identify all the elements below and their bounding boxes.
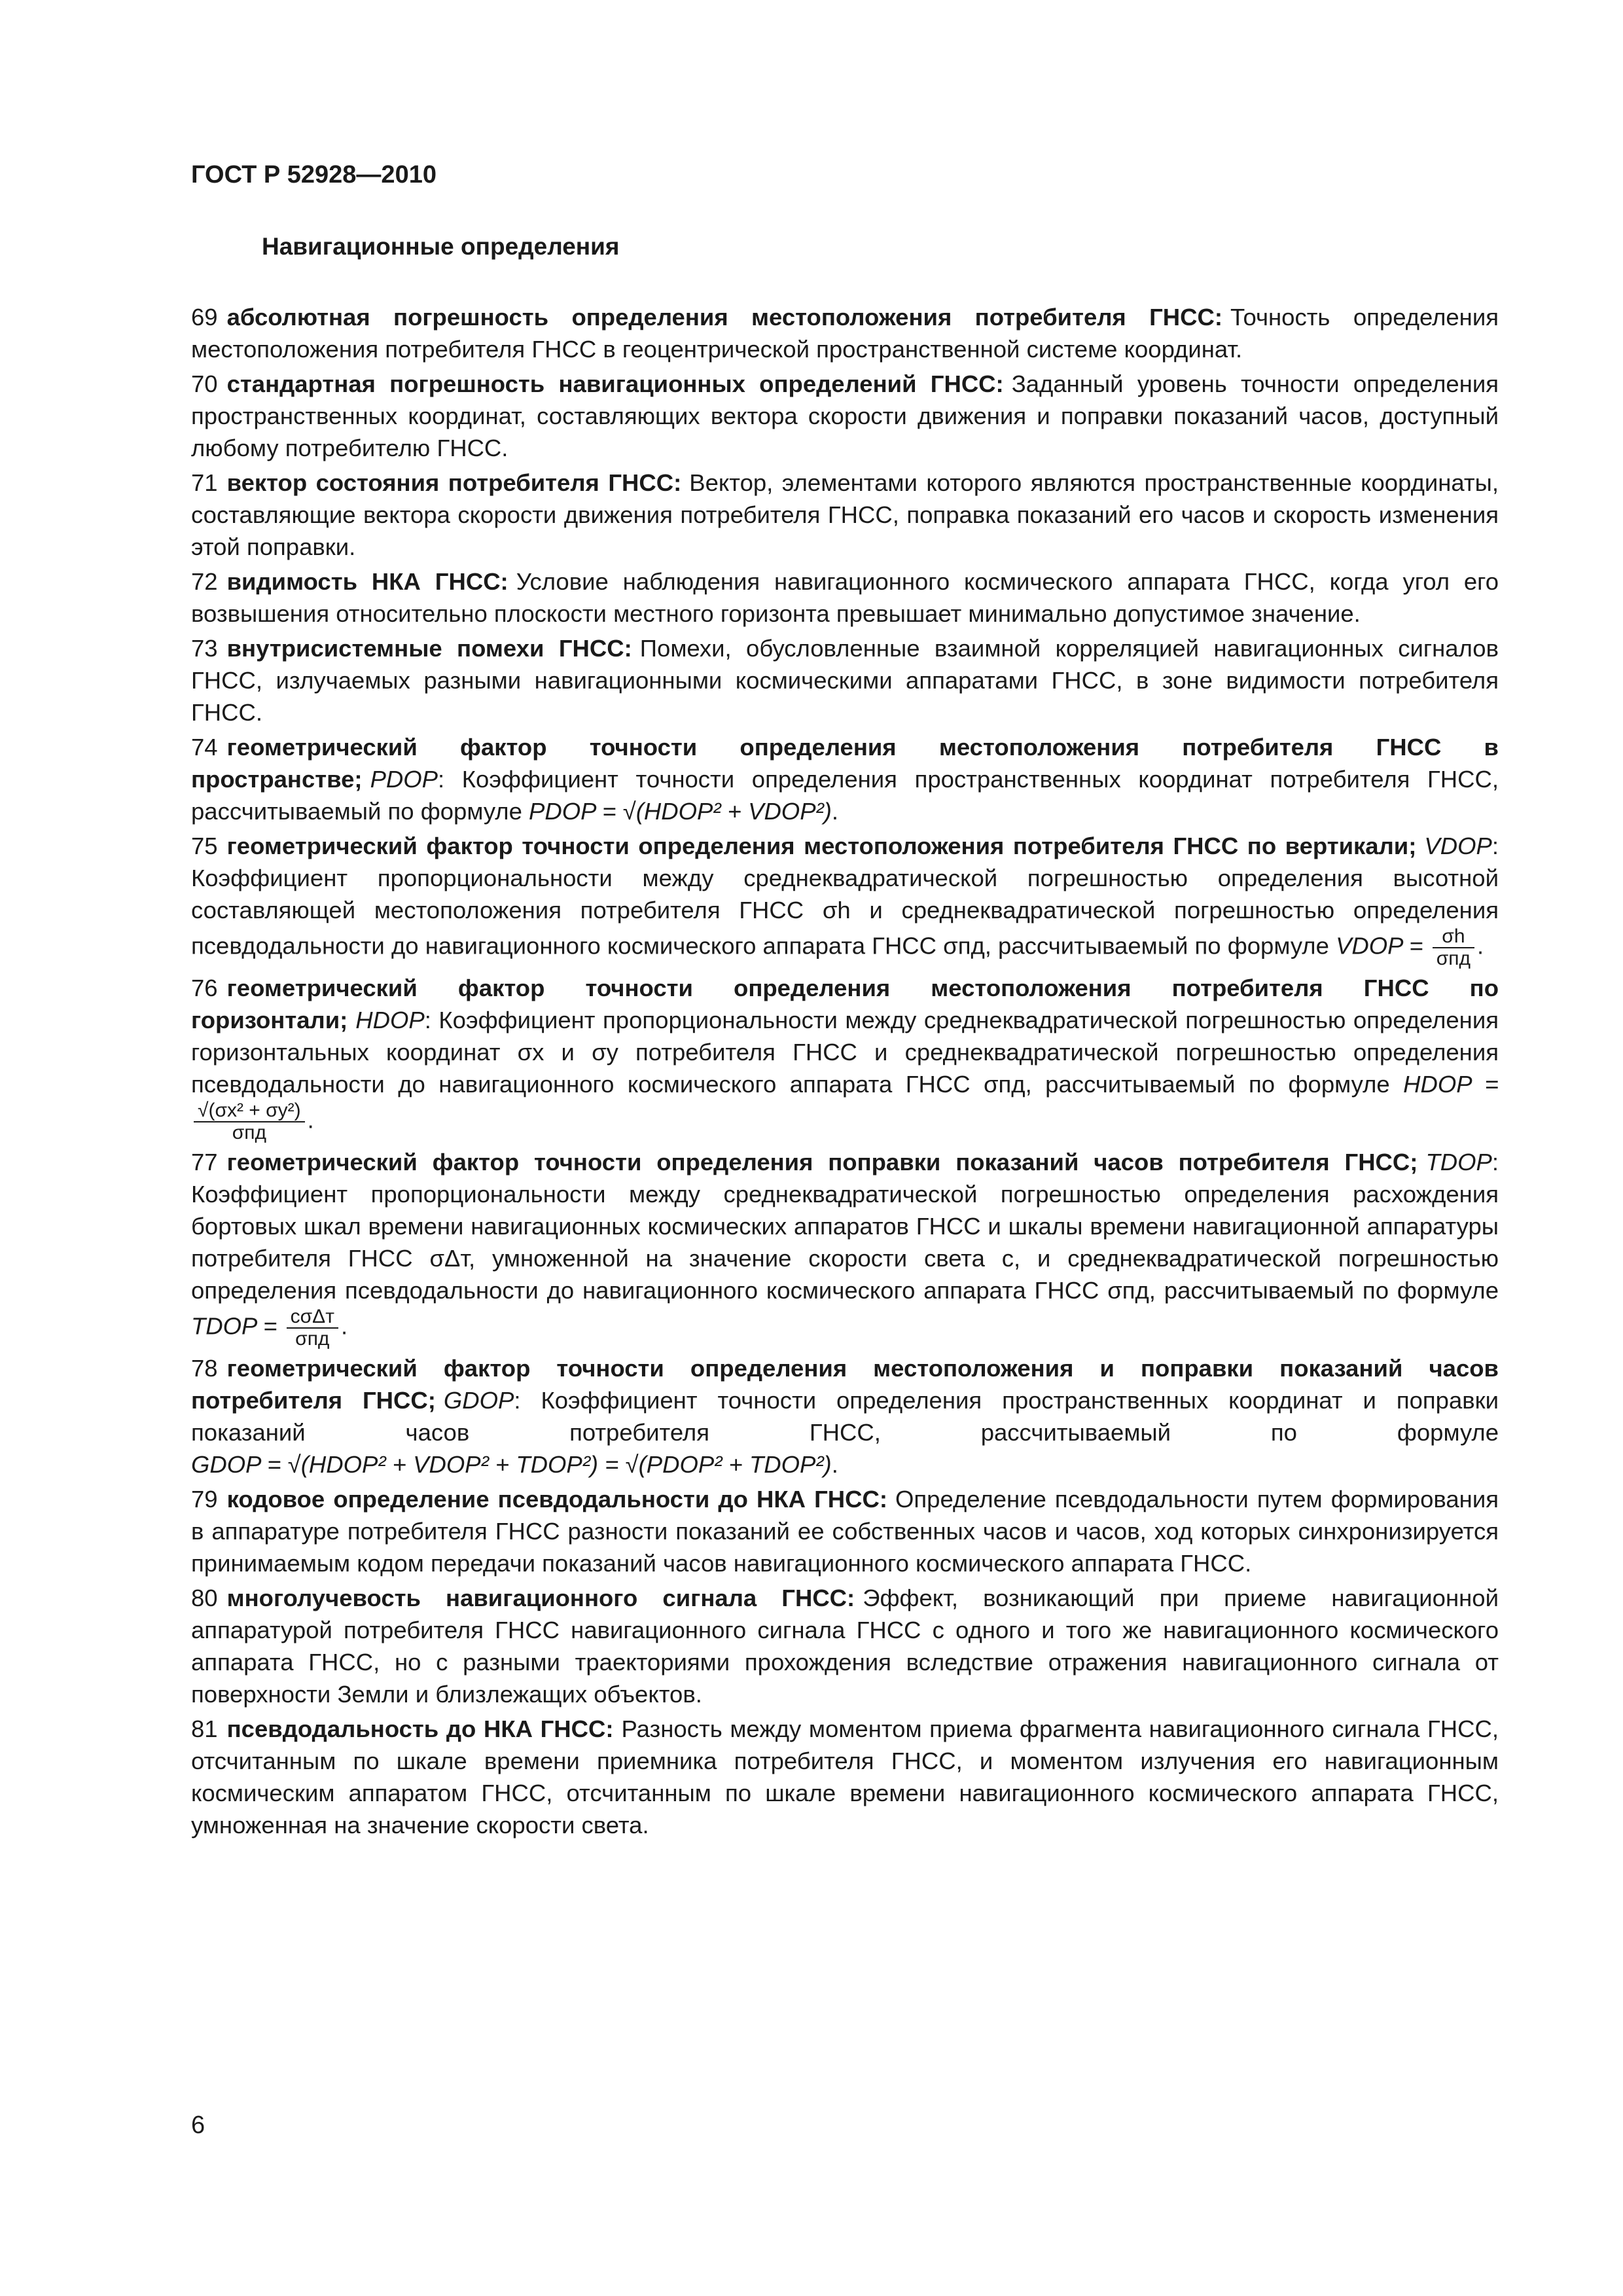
term-name: видимость НКА ГНСС: <box>226 568 508 595</box>
fraction-numerator: cσΔт <box>287 1306 338 1329</box>
term-entry: 78 геометрический фактор точности определения местоположения и поправки показаний часов потребителя ГНСС; GDOP: Коэффициент точности определения пространственных координат и поправки показаний часов потребителя ГНСС, рассчитываемый по формуле GDOP = √(HDOP² + VDOP² + TDOP²) = √(PDOP² + TDOP²). <box>191 1355 1499 1478</box>
term-name: внутрисистемные помехи ГНСС: <box>226 635 632 662</box>
term-entry <box>191 632 1499 728</box>
term-number: 79 <box>191 1486 218 1513</box>
fraction-denominator: σпд <box>295 1328 330 1350</box>
document-code: ГОСТ Р 52928—2010 <box>191 161 437 188</box>
fraction-denominator: σпд <box>232 1122 266 1143</box>
term-number: 71 <box>191 469 218 496</box>
term-entry <box>191 1582 1499 1710</box>
term-entry: 76 геометрический фактор точности определения местоположения потребителя ГНСС по горизонтали; HDOP: Коэффициент пропорциональности между среднеквадратической погрешностью определения горизонтальных координат σx и σy потребителя ГНСС и среднеквадратической погрешностью определения псевдодальности до навигационного космического аппарата ГНСС σпд, рассчитываемый по формуле HDOP = $\frac{\text{√(σx² + σy²)}}{\text{σпд}}$ . <box>191 975 1499 1143</box>
term-entry <box>191 1713 1499 1841</box>
term-number: 81 <box>191 1715 218 1742</box>
term-definition: Помехи, обусловленные взаимной корреляцией навигационных сигналов ГНСС, излучаемых разными навигационными космическими аппаратами ГНСС, в зоне видимости потребителя ГНСС. <box>191 635 1499 726</box>
term-number: 69 <box>191 304 218 331</box>
term-name: абсолютная погрешность определения местоположения потребителя ГНСС: <box>226 304 1223 331</box>
term-number: 80 <box>191 1585 218 1611</box>
term-number: 73 <box>191 635 218 662</box>
fraction-denominator: σпд <box>1436 948 1471 969</box>
term-abbreviation: GDOP <box>443 1387 514 1414</box>
term-number: 75 <box>191 833 218 859</box>
formula-lhs: VDOP = <box>1336 932 1423 960</box>
page-number: 6 <box>191 2111 205 2139</box>
term-definition: Вектор, элементами которого являются пространственные координаты, составляющие вектора скорости движения потребителя ГНСС, поправка показаний его часов и скорость изменения этой поправки. <box>191 469 1499 560</box>
term-name: геометрический фактор точности определения местоположения потребителя ГНСС по вертикали; <box>226 833 1417 859</box>
term-abbreviation: TDOP <box>1425 1149 1492 1175</box>
term-entry <box>191 1483 1499 1579</box>
term-name: геометрический фактор точности определения поправки показаний часов потребителя ГНСС; <box>226 1149 1418 1175</box>
term-definition: Разность между моментом приема фрагмента навигационного сигнала ГНСС, отсчитанным по шкале времени приемника потребителя ГНСС, и моментом излучения его навигационным космическим аппаратом ГНСС, отсчитанным по шкале времени навигационного космического аппарата ГНСС, умноженная на значение скорости света. <box>191 1715 1499 1839</box>
term-abbreviation: PDOP <box>370 766 438 793</box>
formula-fraction <box>287 1306 338 1350</box>
term-number: 76 <box>191 975 218 1001</box>
term-abbreviation: HDOP <box>355 1007 425 1033</box>
section-title: Навигационные определения <box>262 233 620 260</box>
term-definition: Определение псевдодальности путем формирования в аппаратуре потребителя ГНСС разности показаний ее собственных часов и часов, ход которых синхронизируется принимаемым кодом передачи показаний часов навигационного космического аппарата ГНСС. <box>191 1486 1499 1577</box>
term-entry <box>191 467 1499 563</box>
term-definition: Точность определения местоположения потребителя ГНСС в геоцентрической пространственной системе координат. <box>191 304 1499 363</box>
term-number: 77 <box>191 1149 218 1175</box>
term-number: 72 <box>191 568 218 595</box>
formula-lhs: HDOP = <box>1403 1071 1499 1098</box>
term-entry <box>191 301 1499 365</box>
term-name: геометрический фактор точности определения местоположения потребителя ГНСС в пространстве; <box>191 734 1499 793</box>
formula-fraction <box>1433 926 1474 969</box>
term-definition: : Коэффициент точности определения пространственных координат потребителя ГНСС, рассчитываемый по формуле <box>191 766 1499 825</box>
term-entry <box>191 565 1499 630</box>
term-definition: Эффект, возникающий при приеме навигационной аппаратурой потребителя ГНСС навигационного сигнала ГНСС с одного и того же навигационного космического аппарата ГНСС, но с разными траекториями прохождения вследствие отражения навигационного сигнала от поверхности Земли и близлежащих объектов. <box>191 1585 1499 1708</box>
term-name: вектор состояния потребителя ГНСС: <box>226 469 682 496</box>
fraction-numerator: √(σx² + σy²) <box>194 1100 305 1122</box>
term-number: 74 <box>191 734 218 761</box>
term-number: 70 <box>191 370 218 397</box>
fraction-numerator: σh <box>1433 926 1474 948</box>
term-definition: : Коэффициент точности определения пространственных координат и поправки показаний часов потребителя ГНСС, рассчитываемый по формуле <box>191 1387 1499 1446</box>
term-entry: 77 геометрический фактор точности определения поправки показаний часов потребителя ГНСС; TDOP: Коэффициент пропорциональности между среднеквадратической погрешностью определения расхождения бортовых шкал времени навигационных космических аппаратов ГНСС и шкалы времени навигационной аппаратуры потребителя ГНСС σΔт, умноженной на значение скорости света c, и среднеквадратической погрешностью определения псевдодальности до навигационного космического аппарата ГНСС σпд, рассчитываемый по формуле TDOP = $\frac{\text{cσΔт}}{\text{σпд}}$ . <box>191 1149 1499 1350</box>
terms-list <box>191 301 1499 1844</box>
term-name: стандартная погрешность навигационных определений ГНСС: <box>226 370 1004 397</box>
term-definition: : Коэффициент пропорциональности между среднеквадратической погрешностью определения высотной составляющей местоположения потребителя ГНСС σh и среднеквадратической погрешностью определения псевдодальности до навигационного космического аппарата ГНСС σпд, рассчитываемый по формуле <box>191 833 1499 960</box>
term-entry: 74 геометрический фактор точности определения местоположения потребителя ГНСС в пространстве; PDOP: Коэффициент точности определения пространственных координат потребителя ГНСС, рассчитываемый по формуле PDOP = √(HDOP² + VDOP²). <box>191 734 1499 825</box>
formula-lhs: TDOP = <box>191 1312 277 1340</box>
term-definition: : Коэффициент пропорциональности между среднеквадратической погрешностью определения горизонтальных координат σx и σy потребителя ГНСС и среднеквадратической погрешностью определения псевдодальности до навигационного космического аппарата ГНСС σпд, рассчитываемый по формуле <box>191 1007 1499 1098</box>
term-name: псевдодальность до НКА ГНСС: <box>226 1715 614 1742</box>
term-number: 78 <box>191 1355 218 1382</box>
formula: PDOP = √(HDOP² + VDOP²) <box>529 798 832 825</box>
term-entry: 75 геометрический фактор точности определения местоположения потребителя ГНСС по вертикали; VDOP: Коэффициент пропорциональности между среднеквадратической погрешностью определения высотной составляющей местоположения потребителя ГНСС σh и среднеквадратической погрешностью определения псевдодальности до навигационного космического аппарата ГНСС σпд, рассчитываемый по формуле VDOP = $\frac{\sigma h}{\text{σпд}}$ . <box>191 833 1499 969</box>
term-name: геометрический фактор точности определения местоположения и поправки показаний часов потребителя ГНСС; <box>191 1355 1499 1414</box>
term-entry <box>191 368 1499 464</box>
term-name: многолучевость навигационного сигнала ГНСС: <box>226 1585 855 1611</box>
term-name: кодовое определение псевдодальности до НКА ГНСС: <box>226 1486 888 1513</box>
term-definition: : Коэффициент пропорциональности между среднеквадратической погрешностью определения расхождения бортовых шкал времени навигационных космических аппаратов ГНСС и шкалы времени навигационной аппаратуры потребителя ГНСС σΔт, умноженной на значение скорости света c, и среднеквадратической погрешностью определения псевдодальности до навигационного космического аппарата ГНСС σпд, рассчитываемый по формуле <box>191 1149 1499 1304</box>
term-name: геометрический фактор точности определения местоположения потребителя ГНСС по горизонтали; <box>191 975 1499 1033</box>
term-definition: Условие наблюдения навигационного космического аппарата ГНСС, когда угол его возвышения относительно плоскости местного горизонта превышает минимально допустимое значение. <box>191 568 1499 627</box>
term-definition: Заданный уровень точности определения пространственных координат, составляющих вектора скорости движения и поправки показаний часов, доступный любому потребителю ГНСС. <box>191 370 1499 461</box>
term-abbreviation: VDOP <box>1424 833 1492 859</box>
formula: GDOP = √(HDOP² + VDOP² + TDOP²) = √(PDOP² + TDOP²) <box>191 1451 832 1478</box>
formula-fraction <box>194 1100 305 1143</box>
